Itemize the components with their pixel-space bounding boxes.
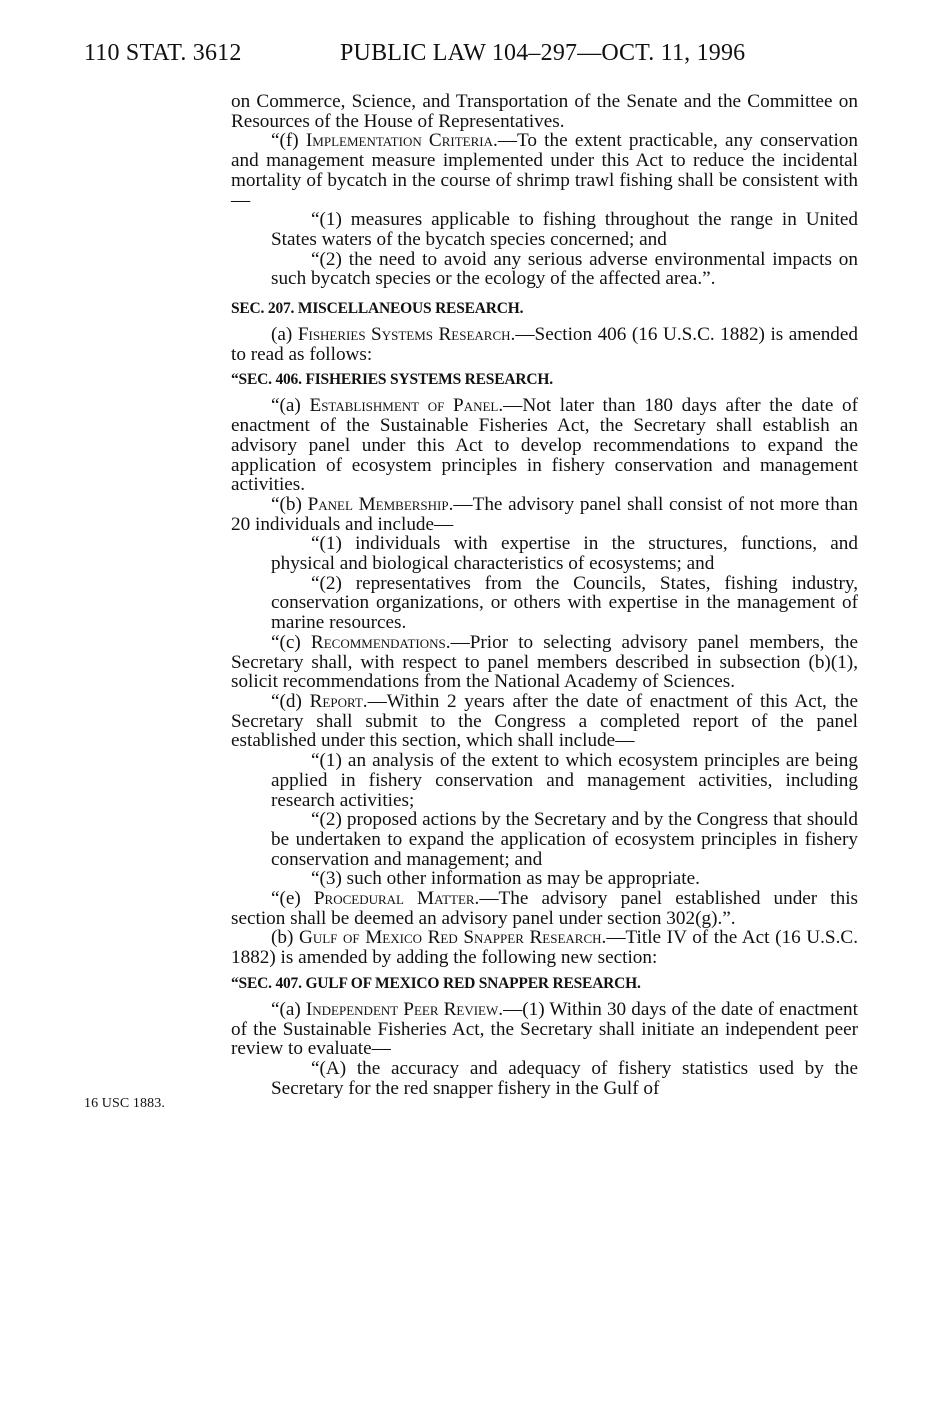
subsection-heading: Procedural Matter. xyxy=(313,888,480,910)
subsection-heading: Recommendations. xyxy=(310,631,451,653)
subsection-heading: Panel Membership. xyxy=(307,493,454,515)
subsection-label: “(e) xyxy=(271,888,314,910)
subsection-heading: Establishment of Panel. xyxy=(309,395,504,417)
paragraph xyxy=(231,131,858,210)
paragraph xyxy=(231,495,858,534)
list-item: “(2) representatives from the Councils, States, fishing industry, conservation organizations, or others with expertise in the management of marine resources. xyxy=(271,572,858,634)
subsection-label: (b) xyxy=(271,927,299,949)
subsection-label: “(b) xyxy=(271,493,308,515)
subsection-label: “(a) xyxy=(271,998,306,1020)
list-item: “(A) the accuracy and adequacy of fishery statistics used by the Secretary for the red snapper fishery in the Gulf of xyxy=(271,1057,858,1099)
list-item: “(1) individuals with expertise in the structures, functions, and physical and biological characteristics of ecosystems; and xyxy=(271,533,858,575)
section-heading: “SEC. 407. GULF OF MEXICO RED SNAPPER RESEARCH. xyxy=(231,974,641,992)
subsection-text: —Section 406 (16 U.S.C. 1882) is amended to read as follows: xyxy=(231,324,859,365)
subsection-label: “(f) xyxy=(271,130,306,152)
list-item: “(2) the need to avoid any serious adverse environmental impacts on such bycatch species or the ecology of the affected area.”. xyxy=(271,248,858,290)
subsection-text: —Within 2 years after the date of enactment of this Act, the Secretary shall submit to the Congress a completed report of the panel established under this section, which shall include— xyxy=(231,690,858,752)
page-header xyxy=(84,40,884,80)
subsection-text: —To the extent practicable, any conservation and management measure implemented under this Act to reduce the incidental mortality of bycatch in the course of shrimp trawl fishing shall be consistent with— xyxy=(231,130,858,211)
law-title: PUBLIC LAW 104–297—OCT. 11, 1996 xyxy=(340,40,746,66)
subsection-text: —The advisory panel established under this section shall be deemed an advisory panel under section 302(g).”. xyxy=(231,888,858,929)
subsection-text: —Title IV of the Act (16 U.S.C. 1882) is amended by adding the following new section: xyxy=(231,927,858,969)
subsection-text: —Not later than 180 days after the date of enactment of the Sustainable Fisheries Act, the Secretary shall establish an advisory panel under this Act to develop recommendations to expand the application of ecosystem principles in fishery conservation and management activities. xyxy=(231,395,858,496)
subsection-label: “(d) xyxy=(271,690,310,712)
subsection-text: —(1) Within 30 days of the date of enactment of the Sustainable Fisheries Act, the Secretary shall initiate an independent peer review to evaluate— xyxy=(231,998,858,1060)
subsection-heading: Implementation Criteria. xyxy=(305,130,498,152)
document-body xyxy=(231,92,858,1098)
subsection-label: “(a) xyxy=(271,395,310,417)
paragraph xyxy=(231,1000,858,1059)
subsection-text: —The advisory panel shall consist of not more than 20 individuals and include— xyxy=(231,493,858,535)
subsection-label: (a) xyxy=(271,324,298,346)
section-heading: SEC. 207. MISCELLANEOUS RESEARCH. xyxy=(231,300,524,318)
page-reference: 110 STAT. 3612 xyxy=(84,40,242,66)
paragraph xyxy=(231,928,858,967)
margin-citation: 16 USC 1883. xyxy=(84,1096,165,1111)
list-item: “(1) an analysis of the extent to which ecosystem principles are being applied in fishery conservation and management activities, including research activities; xyxy=(271,750,858,811)
subsection-heading: Gulf of Mexico Red Snapper Research. xyxy=(298,927,607,949)
paragraph xyxy=(231,889,858,928)
list-item: “(1) measures applicable to fishing throughout the range in United States waters of the bycatch species concerned; and xyxy=(271,209,858,250)
paragraph: on Commerce, Science, and Transportation of the Senate and the Committee on Resources of the House of Representatives. xyxy=(231,91,858,132)
section-heading: “SEC. 406. FISHERIES SYSTEMS RESEARCH. xyxy=(231,371,553,389)
subsection-text: —Prior to selecting advisory panel members, the Secretary shall, with respect to panel members described in subsection (b)(1), solicit recommendations from the National Academy of Sciences. xyxy=(231,631,858,693)
paragraph xyxy=(231,692,858,751)
subsection-heading: Report. xyxy=(309,690,368,712)
list-item: “(3) such other information as may be appropriate. xyxy=(311,868,700,890)
subsection-heading: Fisheries Systems Research. xyxy=(297,324,516,346)
paragraph xyxy=(231,633,858,692)
subsection-label: “(c) xyxy=(271,631,311,653)
paragraph xyxy=(231,325,858,364)
list-item: “(2) proposed actions by the Secretary and by the Congress that should be undertaken to expand the application of ecosystem principles in fishery conservation and management; and xyxy=(271,809,858,870)
subsection-heading: Independent Peer Review. xyxy=(305,998,504,1020)
paragraph xyxy=(231,396,858,495)
